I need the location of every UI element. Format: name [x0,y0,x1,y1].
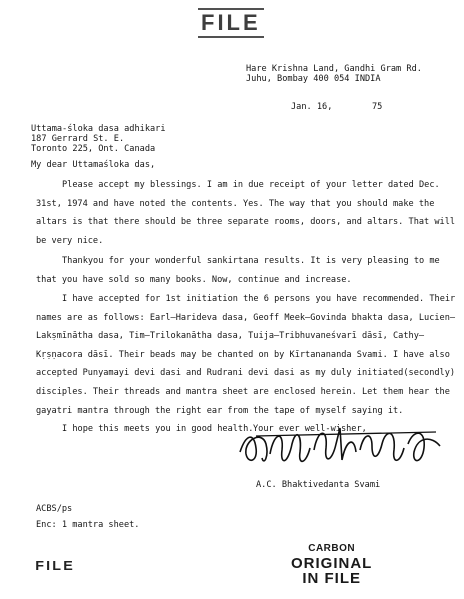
paragraph-line: be very nice. [36,235,104,246]
bottom-file-mark: FILE [35,558,75,573]
handwritten-signature [236,414,446,474]
salutation: My dear Uttamaśloka das, [31,160,156,170]
recipient-street: 187 Gerrard St. E. [31,134,125,144]
paragraph-line: 31st, 1974 and have noted the contents. Yes. The way that you should make the [36,198,435,209]
paragraph-line: Please accept my blessings. I am in due receipt of your letter dated Dec. [62,180,440,190]
carbon-stamp [291,541,372,586]
signatory-name: A.C. Bhaktivedanta Svami [256,480,381,490]
file-stamp: FILE [198,8,264,38]
carbon-stamp-line1: CARBON [308,543,356,554]
recipient-city: Toronto 225, Ont. Canada [31,144,156,154]
paragraph-line: I have accepted for 1st initiation the 6 persons you have recommended. Their [62,294,456,304]
paragraph-line: names are as follows: Earl—Harideva dasa, Geoff Meek—Govinda bhakta dasa, Lucien— [36,312,456,323]
paragraph-2 [36,252,446,289]
paragraph-line: Kṛṣṇacora dāsī. Their beads may be chanted on by Kīrtanananda Svami. I have also [36,349,450,360]
paragraph-line: accepted Punyamayi devi dasi and Rudrani devi dasi as my duly initiated(secondly) [36,368,456,379]
paragraph-line: Lakṣmīnātha dasa, Tim—Trilokanātha dasa, Tuija—Tribhuvaneśvarī dāsī, Cathy— [36,331,425,342]
enclosure-note: Enc: 1 mantra sheet. [36,520,140,530]
closing: Your ever well-wisher, [253,424,367,434]
paragraph-1 [36,176,456,250]
carbon-stamp-line3: IN FILE [302,570,361,587]
paragraph-line: that you have sold so many books. Now, continue and increase. [36,274,352,285]
typist-initials: ACBS/ps [36,504,73,514]
paragraph-line: gayatri mantra through the right ear from the tape of myself saying it. [36,405,404,416]
paragraph-line: Thankyou for your wonderful sankirtana results. It is very pleasing to me [62,256,440,266]
recipient-name: Uttama-śloka dasa adhikari [31,124,166,134]
sender-address-line1: Hare Krishna Land, Gandhi Gram Rd. [246,64,422,74]
paragraph-4: I hope this meets you in good health. [62,424,254,434]
paragraph-3 [36,290,456,420]
sender-address-line2: Juhu, Bombay 400 054 INDIA [246,74,381,84]
letter-year: 75 [372,102,383,112]
paragraph-line: altars is that there should be three separate rooms, doors, and altars. That will [36,217,456,228]
carbon-stamp-line2: ORIGINAL [291,555,373,572]
letter-date: Jan. 16, [291,102,333,112]
paragraph-line: disciples. Their threads and mantra sheet are enclosed herein. Let them hear the [36,386,450,397]
